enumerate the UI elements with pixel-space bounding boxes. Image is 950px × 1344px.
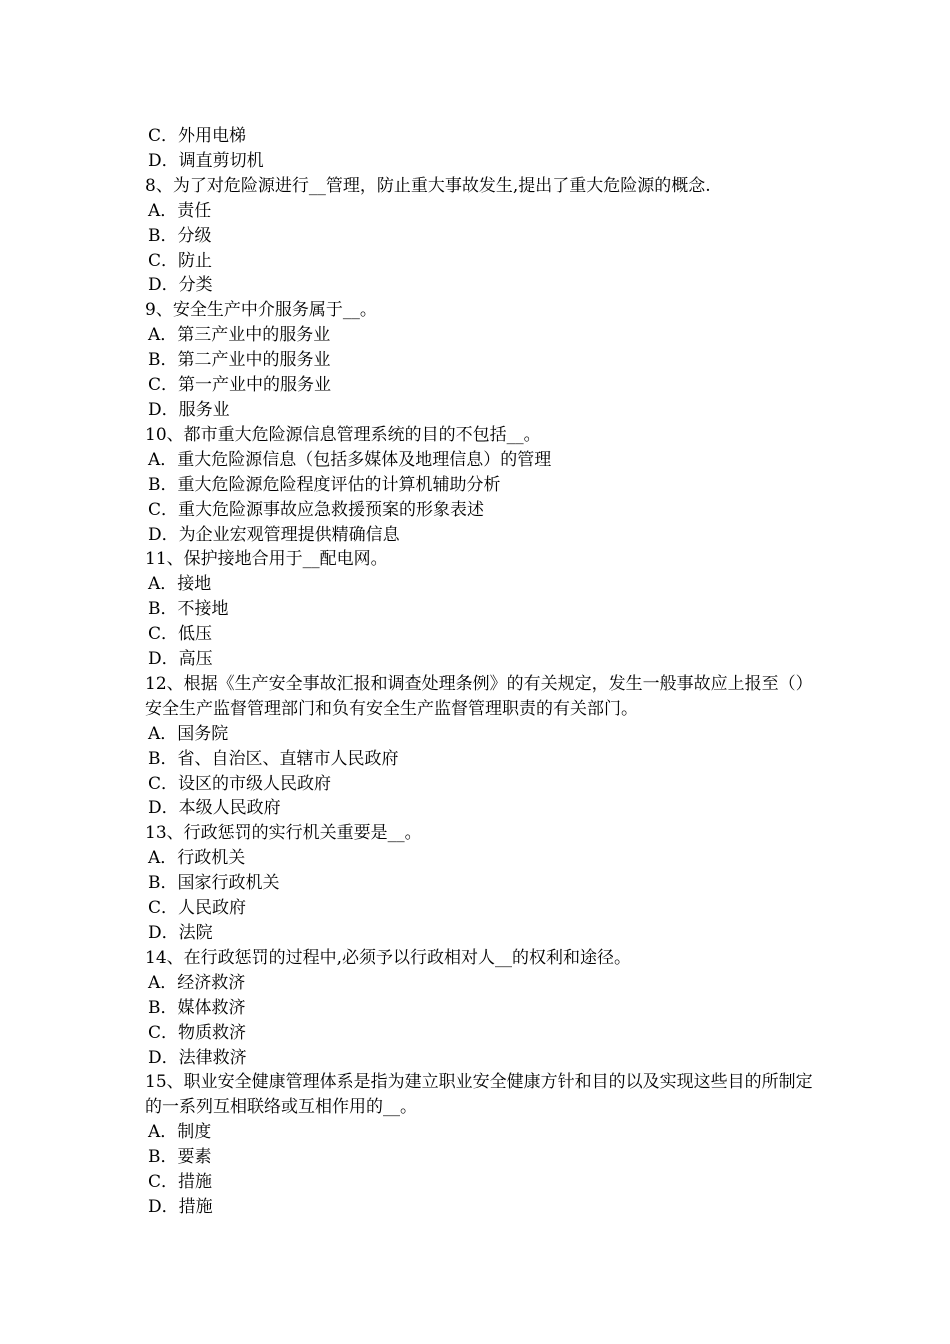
answer-option: B．省、自治区、直辖市人民政府 xyxy=(148,748,399,769)
answer-option: A．第三产业中的服务业 xyxy=(148,325,331,346)
answer-option: B．媒体救济 xyxy=(148,997,246,1018)
question-text: 11、保护接地合用于__配电网。 xyxy=(145,549,388,570)
answer-option: A．重大危险源信息（包括多媒体及地理信息）的管理 xyxy=(148,449,552,470)
answer-option: C．设区的市级人民政府 xyxy=(148,773,332,794)
question-text: 8、为了对危险源进行__管理，防止重大事故发生,提出了重大危险源的概念. xyxy=(145,175,711,196)
answer-option: C．外用电梯 xyxy=(148,126,247,146)
answer-option: D．为企业宏观管理提供精确信息 xyxy=(148,524,400,545)
answer-option: C．第一产业中的服务业 xyxy=(148,375,332,396)
answer-option: B．要素 xyxy=(148,1147,212,1168)
answer-option: C．物质救济 xyxy=(148,1022,247,1043)
answer-option: D．法律救济 xyxy=(148,1047,247,1068)
answer-option: D．高压 xyxy=(148,649,213,670)
question-text: 15、职业安全健康管理体系是指为建立职业安全健康方针和目的以及实现这些目的所制定的一系列互相联络或互相作用的__。 xyxy=(145,1072,813,1118)
answer-option: A．国务院 xyxy=(148,723,229,744)
answer-option: D．本级人民政府 xyxy=(148,798,281,819)
answer-option: B．重大危险源危险程度评估的计算机辅助分析 xyxy=(148,474,501,495)
answer-option: A．接地 xyxy=(148,574,212,595)
answer-option: C．措施 xyxy=(148,1172,213,1193)
answer-option: A．经济救济 xyxy=(148,972,246,993)
answer-option: D．法院 xyxy=(148,923,213,943)
answer-option: D．分类 xyxy=(148,275,213,296)
answer-option: B．国家行政机关 xyxy=(148,873,280,894)
answer-option: C．防止 xyxy=(148,250,213,271)
question-text: 13、行政惩罚的实行机关重要是__。 xyxy=(145,823,422,844)
question-text: 9、安全生产中介服务属于__。 xyxy=(145,300,377,321)
answer-option: A．责任 xyxy=(148,200,212,221)
answer-option: B．不接地 xyxy=(148,599,229,620)
answer-option: B．第二产业中的服务业 xyxy=(148,350,331,371)
answer-option: D．调直剪切机 xyxy=(148,150,264,171)
question-text: 12、根据《生产安全事故汇报和调查处理条例》的有关规定，发生一般事故应上报至（）安全生产监督管理部门和负有安全生产监督管理职责的有关部门。 xyxy=(145,673,813,719)
exam-question-list xyxy=(145,124,815,1220)
answer-option: D．措施 xyxy=(148,1196,213,1217)
answer-option: B．分级 xyxy=(148,225,212,246)
question-text: 14、在行政惩罚的过程中,必须予以行政相对人__的权利和途径。 xyxy=(145,947,632,968)
answer-option: C．重大危险源事故应急救援预案的形象表述 xyxy=(148,499,485,520)
question-text: 10、都市重大危险源信息管理系统的目的不包括__。 xyxy=(145,424,541,445)
answer-option: A．行政机关 xyxy=(148,848,246,869)
answer-option: D．服务业 xyxy=(148,399,230,420)
answer-option: C．低压 xyxy=(148,624,213,645)
answer-option: C．人民政府 xyxy=(148,898,247,919)
answer-option: A．制度 xyxy=(148,1122,212,1143)
